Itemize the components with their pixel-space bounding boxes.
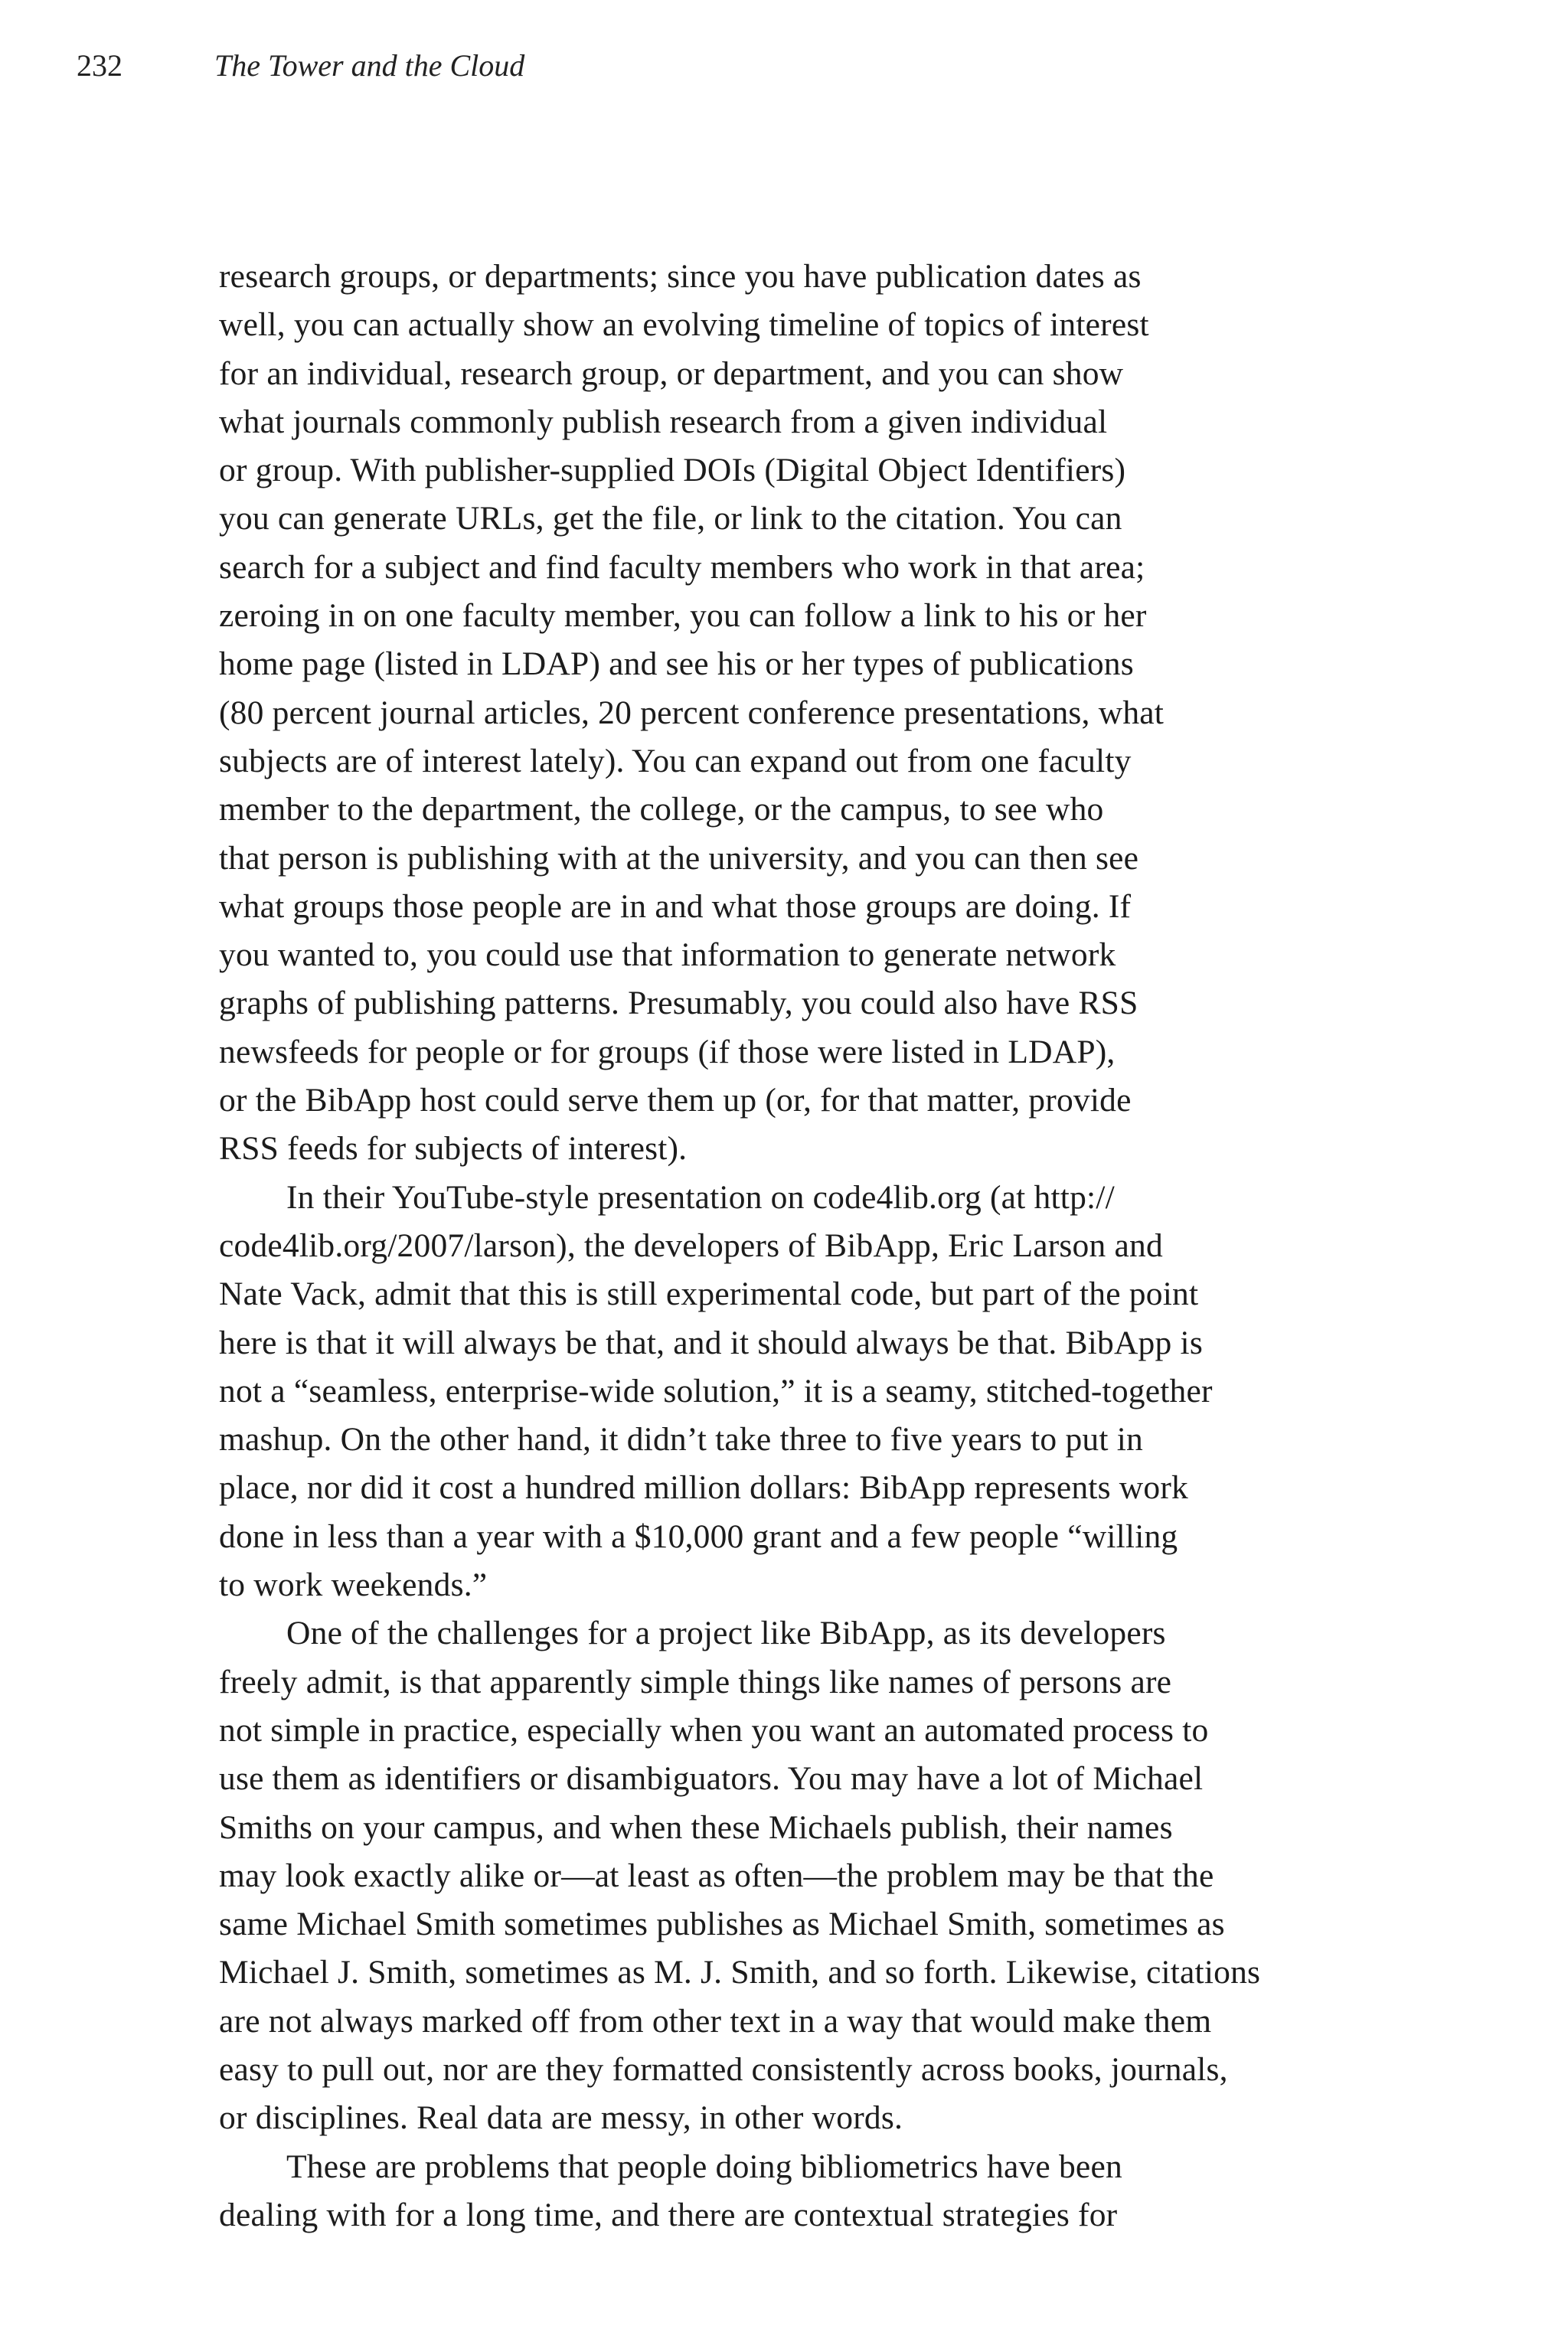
book-title: The Tower and the Cloud — [214, 48, 525, 83]
text-line: or disciplines. Real data are messy, in other words. — [219, 2099, 903, 2137]
text-line: to work weekends.” — [219, 1566, 488, 1604]
text-line: you wanted to, you could use that information to generate network — [219, 936, 1116, 974]
text-line: Nate Vack, admit that this is still experimental code, but part of the point — [219, 1276, 1199, 1313]
text-line: you can generate URLs, get the file, or link to the citation. You can — [219, 500, 1122, 537]
text-line: well, you can actually show an evolving timeline of topics of interest — [219, 306, 1149, 344]
text-line: may look exactly alike or—at least as often—the problem may be that the — [219, 1857, 1214, 1894]
text-line: for an individual, research group, or department, and you can show — [219, 354, 1124, 392]
text-line: place, nor did it cost a hundred million dollars: BibApp represents work — [219, 1469, 1188, 1507]
text-line: home page (listed in LDAP) and see his or her types of publications — [219, 645, 1134, 683]
text-line: that person is publishing with at the university, and you can then see — [219, 839, 1139, 877]
running-head — [77, 47, 524, 86]
text-line: member to the department, the college, or the campus, to see who — [219, 791, 1104, 828]
page-number: 232 — [77, 48, 122, 83]
text-line: easy to pull out, nor are they formatted consistently across books, journals, — [219, 2050, 1228, 2088]
text-line: Michael J. Smith, sometimes as M. J. Smith, and so forth. Likewise, citations — [219, 1954, 1261, 1991]
text-line: research groups, or departments; since you have publication dates as — [219, 258, 1142, 295]
text-line: search for a subject and find faculty members who work in that area; — [219, 548, 1145, 586]
text-line: subjects are of interest lately). You can expand out from one faculty — [219, 742, 1132, 779]
text-line: code4lib.org/2007/larson), the developers of BibApp, Eric Larson and — [219, 1227, 1163, 1264]
text-line: here is that it will always be that, and it should always be that. BibApp is — [219, 1324, 1203, 1361]
text-line: done in less than a year with a $10,000 grant and a few people “willing — [219, 1517, 1178, 1555]
text-line: graphs of publishing patterns. Presumably, you could also have RSS — [219, 985, 1138, 1022]
text-line: or the BibApp host could serve them up (or, for that matter, provide — [219, 1082, 1132, 1119]
text-line: not simple in practice, especially when you want an automated process to — [219, 1711, 1209, 1749]
text-line: Smiths on your campus, and when these Michaels publish, their names — [219, 1808, 1173, 1846]
body-text — [219, 253, 1367, 2239]
paragraph-start-line: These are problems that people doing bibliometrics have been — [286, 2148, 1122, 2185]
text-line: dealing with for a long time, and there are contextual strategies for — [219, 2196, 1118, 2233]
text-line: (80 percent journal articles, 20 percent conference presentations, what — [219, 694, 1165, 731]
text-line: zeroing in on one faculty member, you can follow a link to his or her — [219, 597, 1147, 635]
text-line: freely admit, is that apparently simple things like names of persons are — [219, 1663, 1172, 1700]
text-line: mashup. On the other hand, it didn’t take three to five years to put in — [219, 1421, 1143, 1459]
text-line: not a “seamless, enterprise-wide solution,” it is a seamy, stitched-together — [219, 1372, 1213, 1410]
text-line: are not always marked off from other text in a way that would make them — [219, 2002, 1212, 2040]
text-line: use them as identifiers or disambiguators. You may have a lot of Michael — [219, 1760, 1204, 1798]
text-line: RSS feeds for subjects of interest). — [219, 1130, 688, 1168]
text-line: or group. With publisher-supplied DOIs (Digital Object Identifiers) — [219, 452, 1126, 489]
paragraph-start-line: In their YouTube-style presentation on code4lib.org (at http:// — [286, 1178, 1115, 1216]
text-line: same Michael Smith sometimes publishes as Michael Smith, sometimes as — [219, 1906, 1225, 1943]
text-line: newsfeeds for people or for groups (if those were listed in LDAP), — [219, 1033, 1116, 1070]
text-line: what groups those people are in and what those groups are doing. If — [219, 887, 1132, 925]
text-line: what journals commonly publish research from a given individual — [219, 403, 1108, 440]
paragraph-start-line: One of the challenges for a project like BibApp, as its developers — [286, 1615, 1166, 1652]
